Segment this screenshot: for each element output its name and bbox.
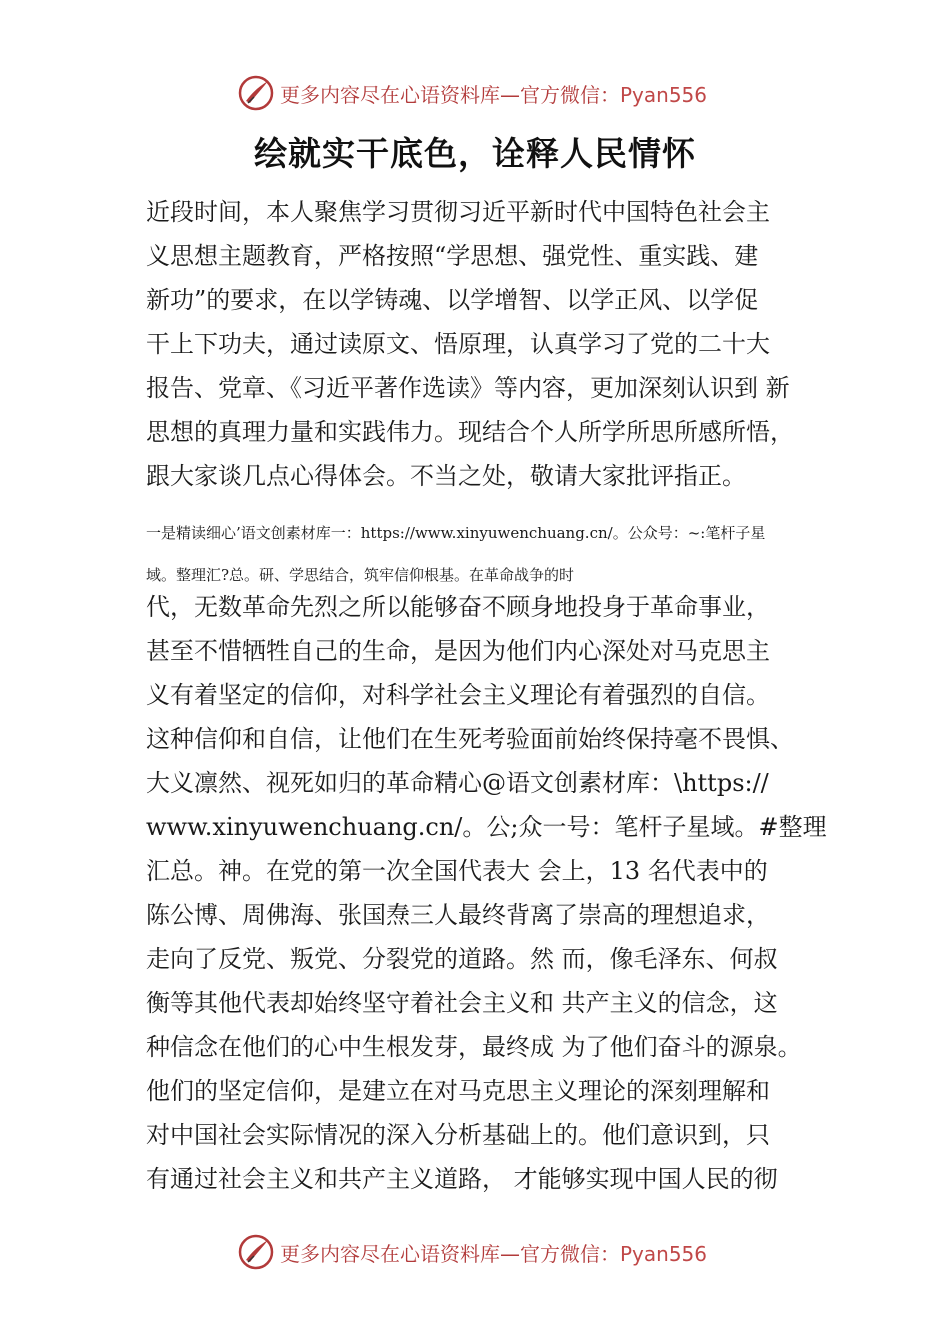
document-title: 绘就实干底色，诠释人民情怀	[254, 134, 696, 173]
watermark-text: 更多内容尽在心语资料库—官方微信：Pyan556	[280, 1241, 708, 1266]
text-line: 他们的坚定信仰，是建立在对马克思主义理论的深刻理解和	[146, 1077, 770, 1105]
text-line: 义有着坚定的信仰，对科学社会主义理论有着强烈的自信。	[146, 681, 770, 709]
watermark-header	[238, 73, 707, 113]
watermark-wechat-id: Pyan556	[620, 1241, 708, 1266]
text-line: 种信念在他们的心中生根发芽，最终成 为了他们奋斗的源泉。	[146, 1033, 802, 1061]
text-line: 走向了反党、叛党、分裂党的道路。然 而，像毛泽东、何叔	[146, 945, 778, 973]
watermark-footer	[238, 1232, 707, 1272]
text-line: 思想的真理力量和实践伟力。现结合个人所学所思所感所悟，	[146, 418, 794, 446]
text-line: 汇总。神。在党的第一次全国代表大 会上，13 名代表中的	[146, 857, 768, 885]
text-line: 报告、党章、《习近平著作选读》等内容，更加深刻认识到 新	[146, 374, 790, 402]
text-line: 对中国社会实际情况的深入分析基础上的。他们意识到，只	[146, 1121, 770, 1149]
watermark-text: 更多内容尽在心语资料库—官方微信：Pyan556	[280, 82, 708, 107]
text-line: 这种信仰和自信，让他们在生死考验面前始终保持毫不畏惧、	[146, 725, 794, 753]
text-line: 大义凛然、视死如归的革命精心@语文创素材库：\https://	[146, 769, 769, 797]
text-line: 陈公博、周佛海、张国焘三人最终背离了崇高的理想追求，	[146, 901, 770, 929]
text-line: 新功”的要求，在以学铸魂、以学增智、以学正风、以学促	[146, 286, 759, 314]
text-line: 有通过社会主义和共产主义道路， 才能够实现中国人民的彻	[146, 1165, 778, 1193]
text-line: 义思想主题教育，严格按照“学思想、强党性、重实践、建	[146, 242, 759, 270]
text-line: 跟大家谈几点心得体会。不当之处，敬请大家批评指正。	[146, 462, 746, 490]
quill-seal-icon	[238, 75, 274, 111]
quill-seal-icon	[238, 1234, 274, 1270]
body-paragraph	[146, 585, 836, 1201]
small-print-block	[146, 512, 846, 596]
text-line: 甚至不惜牺牲自己的生命，是因为他们内心深处对马克思主	[146, 637, 770, 665]
text-line: 代，无数革命先烈之所以能够奋不顾身地投身于革命事业，	[146, 593, 770, 621]
small-text-line: 域。整理汇?总。研、学思结合，筑牢信仰根基。在革命战争的时	[146, 566, 575, 584]
text-line: 近段时间，本人聚焦学习贯彻习近平新时代中国特色社会主	[146, 198, 770, 226]
text-line: www.xinyuwenchuang.cn/。公;众一号：笔杆子星域。#整理	[146, 813, 827, 841]
text-line: 干上下功夫，通过读原文、悟原理，认真学习了党的二十大	[146, 330, 770, 358]
small-text-line: 一是精读细心’语文创素材库一：https://www.xinyuwenchuang.cn/。公众号：~:笔杆子星	[146, 524, 766, 542]
text-line: 衡等其他代表却始终坚守着社会主义和 共产主义的信念，这	[146, 989, 778, 1017]
intro-paragraph	[146, 190, 836, 498]
watermark-wechat-id: Pyan556	[620, 82, 708, 107]
